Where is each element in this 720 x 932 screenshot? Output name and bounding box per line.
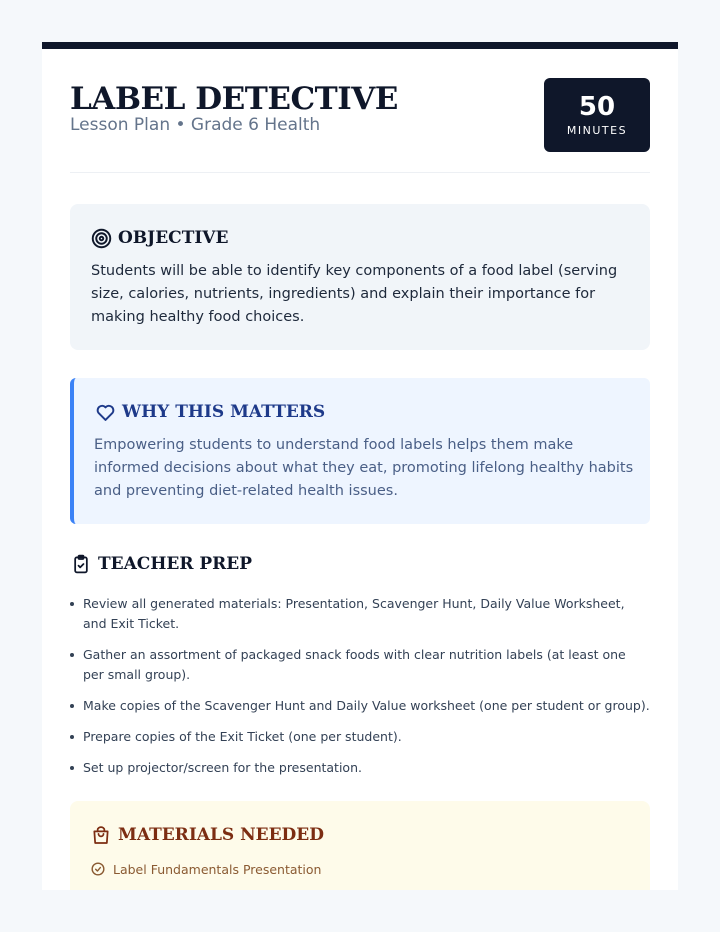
materials-heading bbox=[90, 824, 324, 846]
why-heading bbox=[94, 401, 325, 423]
teacher-prep-list bbox=[70, 594, 650, 789]
list-item: Make copies of the Scavenger Hunt and Daily Value worksheet (one per student or group). bbox=[70, 696, 650, 716]
duration-value: 50 bbox=[578, 92, 616, 122]
why-title: WHY THIS MATTERS bbox=[122, 402, 326, 422]
teacher-prep-heading bbox=[70, 553, 252, 575]
duration-badge bbox=[544, 78, 650, 152]
duration-unit: MINUTES bbox=[566, 124, 628, 137]
materials-title: MATERIALS NEEDED bbox=[118, 825, 325, 845]
page-title: LABEL DETECTIVE bbox=[70, 81, 398, 117]
objective-card bbox=[70, 204, 650, 350]
check-circle-icon bbox=[91, 861, 107, 877]
clipboard-check-icon bbox=[70, 553, 92, 575]
page-subtitle: Lesson Plan • Grade 6 Health bbox=[70, 115, 321, 135]
material-item-label: Label Fundamentals Presentation bbox=[113, 861, 322, 877]
lesson-plan-page bbox=[42, 42, 678, 890]
lesson-header bbox=[70, 49, 650, 173]
objective-title: OBJECTIVE bbox=[118, 228, 229, 248]
why-text: Empowering students to understand food labels helps them make informed decisions about what they eat, promoting lifelong healthy habits and preventing diet-related health issues. bbox=[94, 437, 634, 499]
objective-text: Students will be able to identify key components of a food label (serving size, calories, nutrients, ingredients) and explain their importance for making healthy food choices. bbox=[91, 263, 618, 325]
why-this-matters-card bbox=[70, 378, 650, 524]
objective-heading bbox=[90, 227, 228, 249]
list-item: Review all generated materials: Presentation, Scavenger Hunt, Daily Value Worksheet, and Exit Ticket. bbox=[70, 594, 650, 634]
material-item bbox=[91, 861, 321, 877]
heart-icon bbox=[94, 401, 116, 423]
teacher-prep-title: TEACHER PREP bbox=[98, 554, 253, 574]
shopping-bag-icon bbox=[90, 824, 112, 846]
list-item: Set up projector/screen for the presentation. bbox=[70, 758, 650, 778]
materials-card bbox=[70, 801, 650, 890]
list-item: Prepare copies of the Exit Ticket (one per student). bbox=[70, 727, 650, 747]
target-icon bbox=[90, 227, 112, 249]
list-item: Gather an assortment of packaged snack foods with clear nutrition labels (at least one per small group). bbox=[70, 645, 650, 685]
